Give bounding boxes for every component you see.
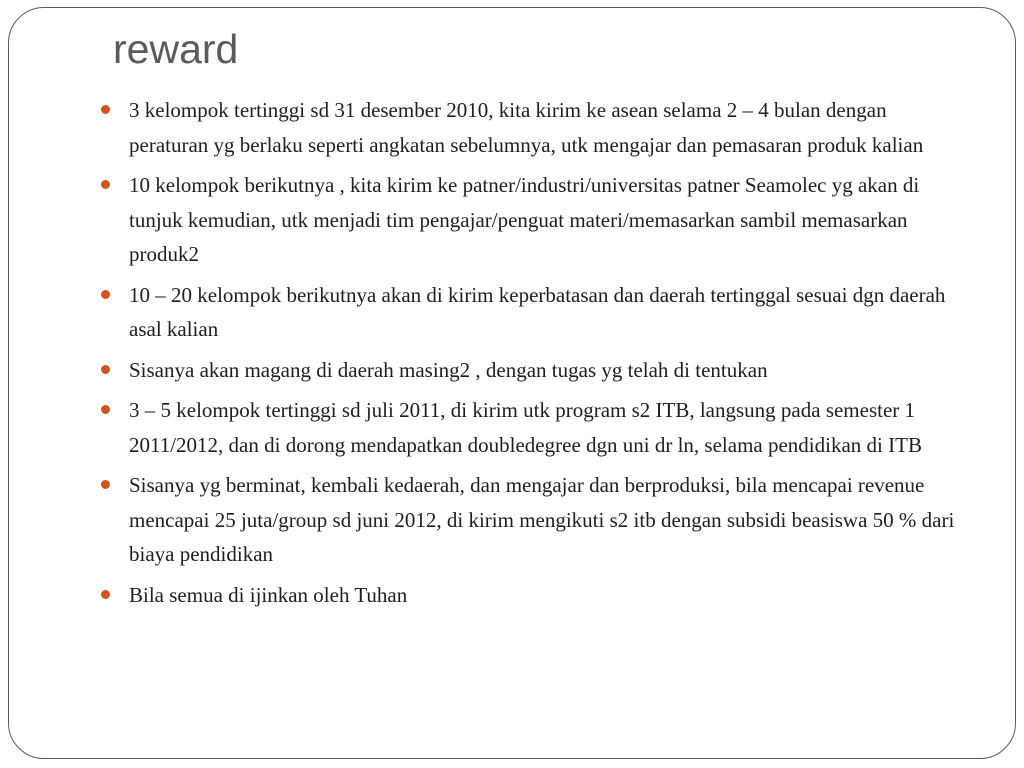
bullet-dot-icon	[101, 290, 110, 299]
bullet-text: 3 – 5 kelompok tertinggi sd juli 2011, di kirim utk program s2 ITB, langsung pada semester 1 2011/2012, dan di dorong mendapatkan doubledegree dgn uni dr ln, selama pendidikan di ITB	[129, 398, 922, 457]
bullet-dot-icon	[101, 590, 110, 599]
bullet-dot-icon	[101, 405, 110, 414]
bullet-dot-icon	[101, 480, 110, 489]
bullet-text: 10 – 20 kelompok berikutnya akan di kirim keperbatasan dan daerah tertinggal sesuai dgn daerah asal kalian	[129, 282, 946, 341]
list-item	[96, 353, 956, 388]
bullet-dot-icon	[101, 365, 110, 374]
bullet-text: 3 kelompok tertinggi sd 31 desember 2010, kita kirim ke asean selama 2 – 4 bulan dengan peraturan yg berlaku seperti angkatan sebelumnya, utk mengajar dan pemasaran produk kalian	[129, 98, 924, 157]
list-item	[96, 168, 956, 272]
bullet-dot-icon	[101, 105, 110, 114]
list-item	[96, 468, 956, 572]
list-item	[96, 278, 956, 347]
bullet-text: Sisanya yg berminat, kembali kedaerah, dan mengajar dan berproduksi, bila mencapai revenue mencapai 25 juta/group sd juni 2012, di kirim mengikuti s2 itb dengan subsidi beasiswa 50 % dari biaya pendidikan	[129, 473, 955, 566]
bullet-dot-icon	[101, 180, 110, 189]
list-item	[96, 393, 956, 462]
list-item	[96, 578, 956, 613]
bullet-text: Sisanya akan magang di daerah masing2 , dengan tugas yg telah di tentukan	[129, 357, 768, 382]
bullet-text: 10 kelompok berikutnya , kita kirim ke patner/industri/universitas patner Seamolec yg akan di tunjuk kemudian, utk menjadi tim pengajar/penguat materi/memasarkan sambil memasarkan produk2	[129, 173, 920, 266]
slide-title: reward	[113, 26, 239, 72]
bullet-text: Bila semua di ijinkan oleh Tuhan	[129, 582, 408, 607]
list-item	[96, 93, 956, 162]
bullet-list	[96, 93, 956, 618]
